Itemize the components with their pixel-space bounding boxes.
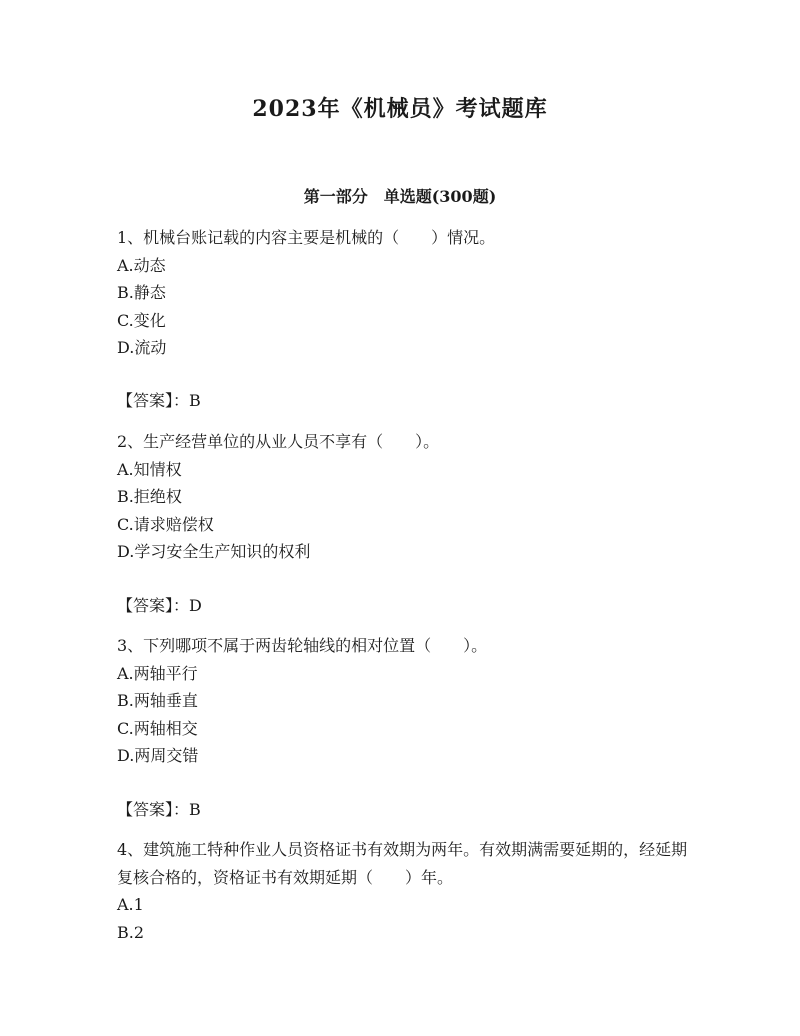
option-b: B.静态 (117, 283, 166, 302)
option-c: C.变化 (117, 310, 166, 330)
question-2 (117, 428, 697, 566)
question-text: 2、生产经营单位的从业人员不享有（ ）。 (117, 432, 440, 451)
option-d: D.流动 (117, 338, 167, 357)
question-4 (117, 836, 692, 946)
question-3 (117, 632, 697, 770)
option-a: A.1 (117, 895, 144, 914)
answer-3: 【答案】：B (117, 800, 201, 819)
option-c: C.两轴相交 (117, 718, 198, 738)
answer-1: 【答案】：B (117, 391, 201, 410)
option-d: D.学习安全生产知识的权利 (117, 542, 311, 561)
document-title: 2023年《机械员》考试题库 (252, 96, 548, 122)
option-c: C.请求赔偿权 (117, 514, 214, 534)
option-b: B.两轴垂直 (117, 691, 198, 710)
option-b: B.拒绝权 (117, 487, 182, 506)
question-text: 1、机械台账记载的内容主要是机械的（ ）情况。 (117, 228, 496, 247)
question-text: 4、建筑施工特种作业人员资格证书有效期为两年。有效期满需要延期的，经延期复核合格的，资格证书有效期延期（ ）年。 (117, 840, 688, 887)
question-1 (117, 224, 697, 362)
question-text: 3、下列哪项不属于两齿轮轴线的相对位置（ ）。 (117, 636, 488, 655)
option-a: A.动态 (117, 255, 166, 275)
option-a: A.知情权 (117, 459, 182, 479)
option-d: D.两周交错 (117, 746, 199, 765)
option-a: A.两轴平行 (117, 663, 198, 683)
option-b: B.2 (117, 922, 145, 942)
section-heading: 第一部分 单选题(300题) (303, 187, 497, 206)
answer-2: 【答案】：D (117, 596, 202, 615)
